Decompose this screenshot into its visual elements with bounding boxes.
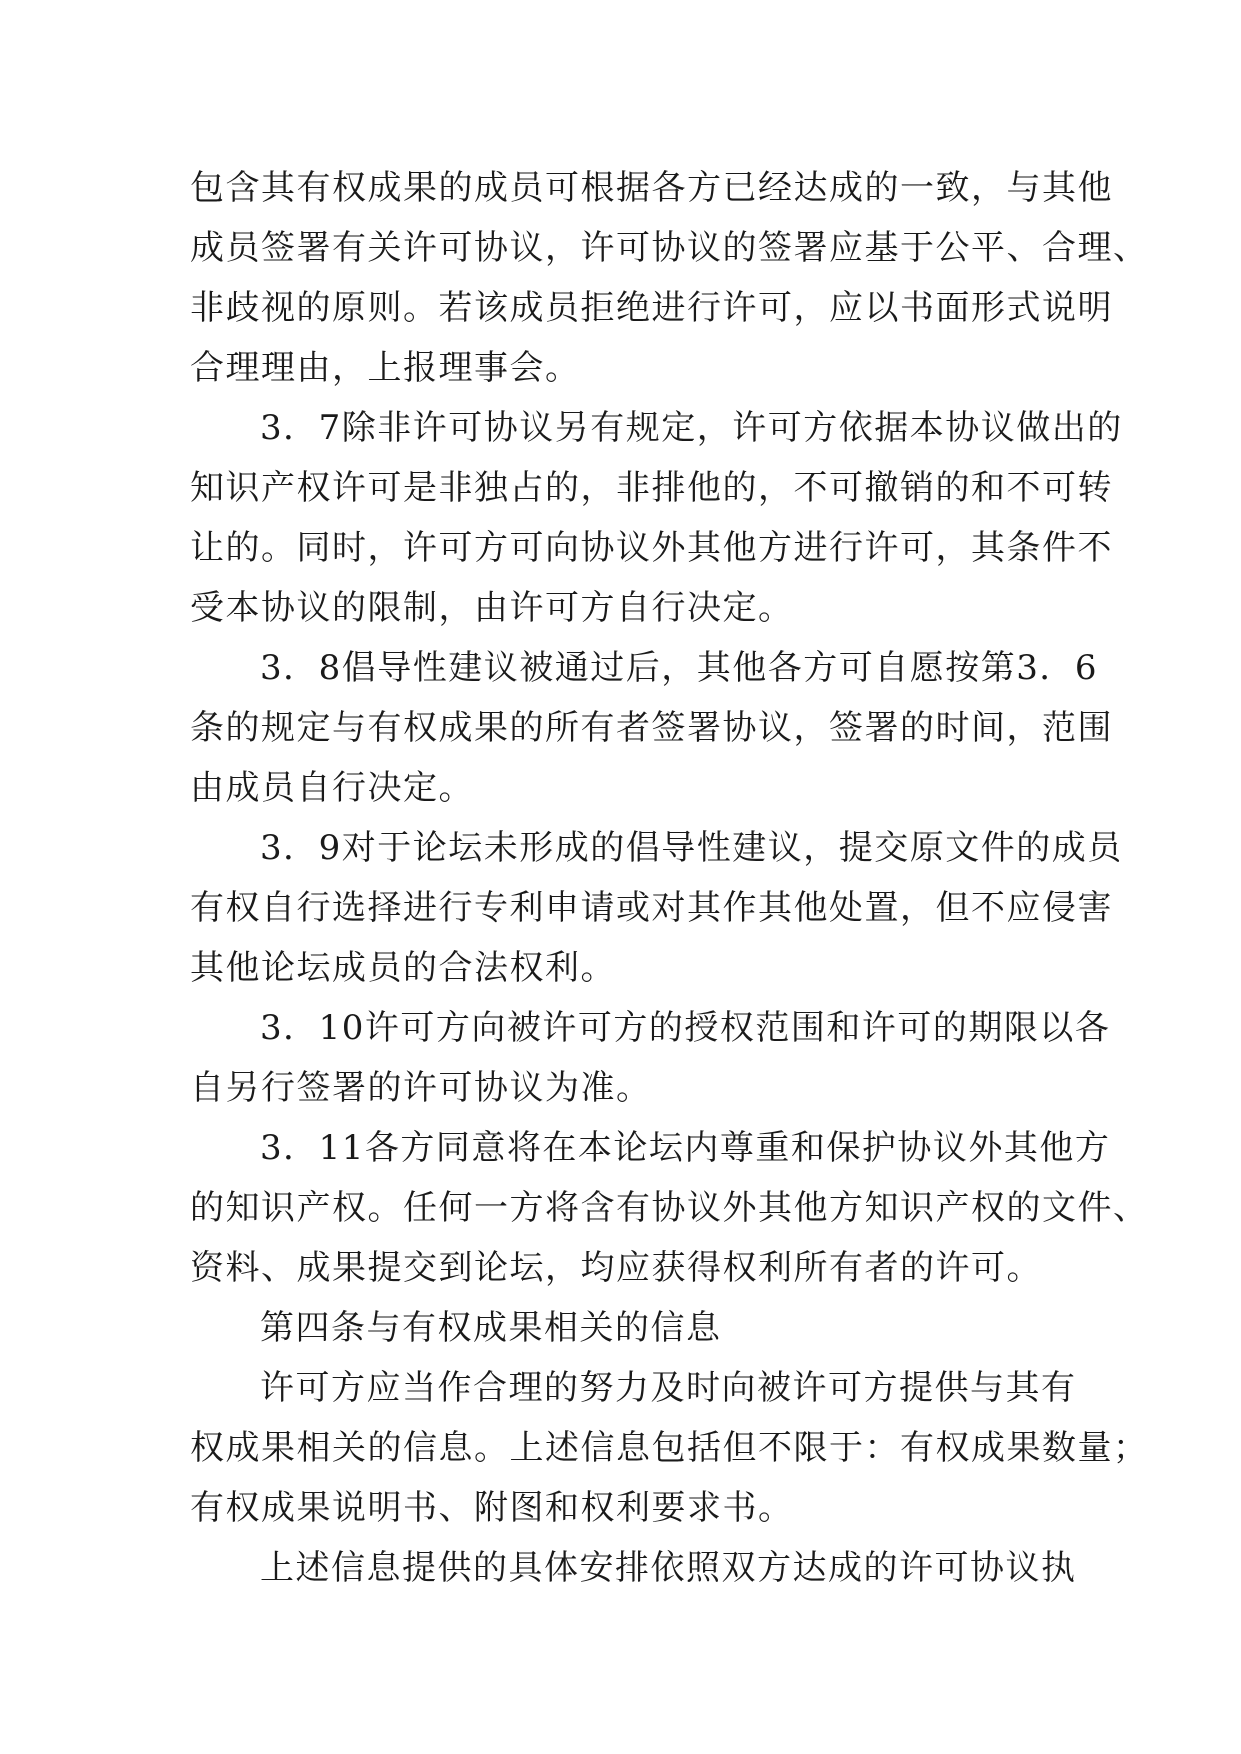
article-4-para-1-line-1: 许可方应当作合理的努力及时向被许可方提供与其有 [260, 1368, 1077, 1408]
clause-3-9-line-2: 有权自行选择进行专利申请或对其作其他处置，但不应侵害 [190, 888, 1113, 928]
article-4-para-2-line-1: 上述信息提供的具体安排依照双方达成的许可协议执 [260, 1548, 1077, 1588]
clause-3-11-line-3: 资料、成果提交到论坛，均应获得权利所有者的许可。 [190, 1248, 1042, 1288]
clause-3-7-line-2: 知识产权许可是非独占的，非排他的，不可撤销的和不可转 [190, 468, 1113, 508]
clause-3-10-line-2: 自另行签署的许可协议为准。 [190, 1068, 652, 1108]
clause-3-8-line-3: 由成员自行决定。 [190, 768, 474, 808]
clause-3-11-line-2: 的知识产权。任何一方将含有协议外其他方知识产权的文件、 [190, 1188, 1149, 1228]
clause-3-8-line-1: 3．8倡导性建议被通过后，其他各方可自愿按第3．6 [260, 648, 1099, 688]
clause-3-9-line-3: 其他论坛成员的合法权利。 [190, 948, 616, 988]
clause-3-7-line-4: 受本协议的限制，由许可方自行决定。 [190, 588, 794, 628]
clause-3-8-line-2: 条的规定与有权成果的所有者签署协议，签署的时间，范围 [190, 708, 1113, 748]
clause-3-11-line-1: 3．11各方同意将在本论坛内尊重和保护协议外其他方 [260, 1128, 1111, 1168]
text-line-3: 非歧视的原则。若该成员拒绝进行许可，应以书面形式说明 [190, 288, 1113, 328]
clause-3-7-line-1: 3．7除非许可协议另有规定，许可方依据本协议做出的 [260, 408, 1123, 448]
text-line-1: 包含其有权成果的成员可根据各方已经达成的一致，与其他 [190, 168, 1113, 208]
article-4-heading: 第四条与有权成果相关的信息 [260, 1308, 722, 1348]
article-4-para-1-line-2: 权成果相关的信息。上述信息包括但不限于：有权成果数量； [190, 1428, 1149, 1468]
text-line-2: 成员签署有关许可协议，许可协议的签署应基于公平、合理、 [190, 228, 1149, 268]
clause-3-9-line-1: 3．9对于论坛未形成的倡导性建议，提交原文件的成员 [260, 828, 1123, 868]
clause-3-10-line-1: 3．10许可方向被许可方的授权范围和许可的期限以各 [260, 1008, 1111, 1048]
document-body [190, 158, 1149, 1598]
article-4-para-1-line-3: 有权成果说明书、附图和权利要求书。 [190, 1488, 794, 1528]
text-line-4: 合理理由，上报理事会。 [190, 348, 581, 388]
clause-3-7-line-3: 让的。同时，许可方可向协议外其他方进行许可，其条件不 [190, 528, 1113, 568]
